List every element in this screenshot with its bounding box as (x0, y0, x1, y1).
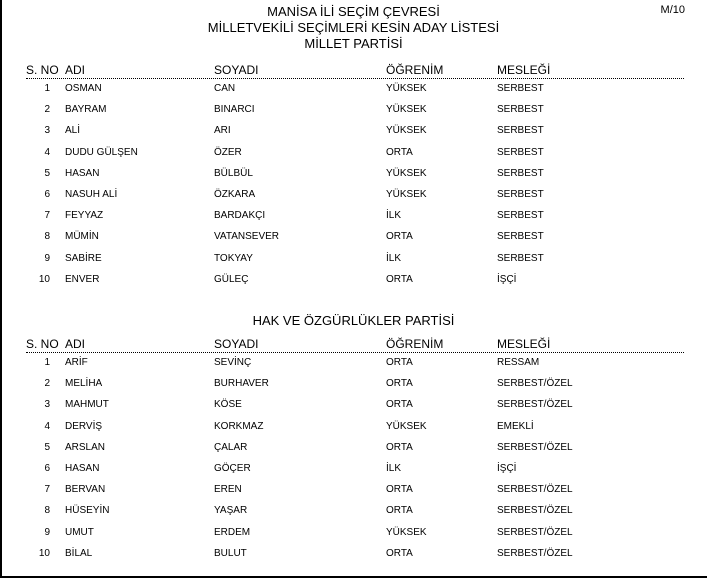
header-no: S. NO (26, 337, 59, 351)
cell-meslek: SERBEST (497, 231, 544, 243)
cell-no: 9 (44, 252, 50, 264)
cell-no: 1 (44, 357, 50, 368)
cell-no: 4 (44, 146, 50, 158)
cell-no: 6 (44, 189, 50, 200)
header-no: S. NO (26, 63, 59, 77)
cell-meslek: SERBEST (497, 210, 544, 222)
title-line-2: MİLLETVEKİLİ SEÇİMLERİ KESİN ADAY LİSTESİ (207, 20, 500, 35)
party-title-2: HAK VE ÖZGÜRLÜKLER PARTİSİ (252, 313, 455, 328)
cell-ogrenim: ORTA (386, 547, 413, 559)
cell-ogrenim: ORTA (386, 399, 413, 411)
cell-ad: MAHMUT (65, 399, 109, 411)
cell-no: 8 (44, 505, 50, 517)
cell-ad: ARSLAN (65, 441, 106, 453)
cell-ad: UMUT (65, 526, 94, 538)
table-row (0, 546, 707, 562)
cell-no: 3 (44, 125, 50, 137)
cell-no: 8 (44, 231, 50, 243)
cell-soyad: BINARCI (214, 104, 255, 116)
cell-no: 4 (44, 420, 50, 432)
cell-ad: HASAN (65, 463, 100, 474)
cell-ad: NASUH ALİ (65, 189, 118, 200)
table-row (0, 166, 707, 182)
cell-soyad: BULUT (214, 547, 247, 559)
cell-no: 5 (44, 441, 50, 453)
cell-soyad: YAŞAR (214, 505, 248, 517)
cell-ad: BİLAL (65, 547, 93, 559)
cell-meslek: SERBEST (497, 252, 544, 264)
table-header-2 (0, 337, 707, 353)
title-line-1: MANİSA İLİ SEÇİM ÇEVRESİ (267, 4, 440, 19)
cell-ad: MELİHA (65, 378, 103, 390)
cell-soyad: ÖZER (214, 146, 242, 158)
cell-ogrenim: YÜKSEK (386, 189, 427, 200)
header-meslek: MESLEĞİ (497, 337, 551, 351)
table-row (0, 419, 707, 435)
cell-ogrenim: İLK (386, 252, 402, 264)
cell-ad: BAYRAM (65, 104, 107, 116)
cell-meslek: İŞÇİ (497, 463, 517, 474)
cell-soyad: ARI (214, 125, 231, 137)
cell-soyad: TOKYAY (214, 252, 253, 264)
cell-ad: SABİRE (65, 252, 102, 264)
cell-meslek: SERBEST/ÖZEL (497, 526, 573, 538)
table-row (0, 145, 707, 161)
cell-ogrenim: YÜKSEK (386, 125, 427, 137)
cell-ogrenim: YÜKSEK (386, 104, 427, 116)
cell-no: 7 (44, 210, 50, 222)
cell-ogrenim: YÜKSEK (386, 83, 427, 94)
cell-ad: OSMAN (65, 83, 102, 94)
cell-no: 9 (44, 526, 50, 538)
cell-ogrenim: İLK (386, 210, 402, 222)
cell-ad: HASAN (65, 167, 100, 179)
cell-meslek: SERBEST (497, 104, 544, 116)
cell-meslek: SERBEST (497, 189, 544, 200)
header-soyad: SOYADI (214, 337, 259, 351)
table-row (0, 81, 707, 97)
cell-ogrenim: ORTA (386, 146, 413, 158)
header-rule-1 (26, 78, 684, 79)
cell-meslek: SERBEST/ÖZEL (497, 505, 573, 517)
cell-ogrenim: ORTA (386, 441, 413, 453)
table-row (0, 525, 707, 541)
cell-meslek: SERBEST (497, 146, 544, 158)
table-row (0, 461, 707, 477)
cell-ad: DUDU GÜLŞEN (65, 146, 138, 158)
cell-ad: ENVER (65, 273, 100, 285)
table-row (0, 272, 707, 288)
table-row (0, 187, 707, 203)
page-code: M/10 (660, 4, 685, 16)
table-row (0, 102, 707, 118)
header-rule-2 (26, 352, 684, 353)
cell-no: 5 (44, 167, 50, 179)
cell-soyad: ÇALAR (214, 441, 248, 453)
cell-ogrenim: ORTA (386, 357, 413, 368)
cell-soyad: KÖSE (214, 399, 242, 411)
cell-ogrenim: ORTA (386, 505, 413, 517)
cell-no: 10 (38, 547, 50, 559)
cell-ogrenim: İLK (386, 463, 402, 474)
cell-meslek: EMEKLİ (497, 420, 534, 432)
cell-soyad: ERDEM (214, 526, 251, 538)
cell-ogrenim: ORTA (386, 273, 413, 285)
cell-ad: HÜSEYİN (65, 505, 110, 517)
cell-soyad: EREN (214, 484, 242, 496)
cell-soyad: CAN (214, 83, 236, 94)
table-row (0, 376, 707, 392)
cell-ogrenim: ORTA (386, 231, 413, 243)
cell-no: 2 (44, 378, 50, 390)
cell-no: 3 (44, 399, 50, 411)
cell-no: 2 (44, 104, 50, 116)
cell-meslek: SERBEST/ÖZEL (497, 547, 573, 559)
cell-ad: ALİ (65, 125, 81, 137)
cell-ad: DERVİŞ (65, 420, 103, 432)
cell-no: 10 (38, 273, 50, 285)
cell-meslek: SERBEST/ÖZEL (497, 399, 573, 411)
cell-soyad: VATANSEVER (214, 231, 280, 243)
cell-ogrenim: ORTA (386, 378, 413, 390)
cell-meslek: SERBEST/ÖZEL (497, 378, 573, 390)
cell-meslek: SERBEST/ÖZEL (497, 484, 573, 496)
cell-ogrenim: YÜKSEK (386, 420, 427, 432)
header-ogrenim: ÖĞRENİM (386, 337, 444, 351)
cell-ad: FEYYAZ (65, 210, 104, 222)
cell-ogrenim: YÜKSEK (386, 526, 427, 538)
header-soyad: SOYADI (214, 63, 259, 77)
cell-soyad: ÖZKARA (214, 189, 256, 200)
cell-meslek: SERBEST/ÖZEL (497, 441, 573, 453)
cell-soyad: BARDAKÇI (214, 210, 266, 222)
cell-meslek: SERBEST (497, 125, 544, 137)
table-row (0, 123, 707, 139)
header-meslek: MESLEĞİ (497, 63, 551, 77)
cell-soyad: BÜLBÜL (214, 167, 253, 179)
party-title-1: MİLLET PARTİSİ (304, 36, 403, 51)
cell-meslek: İŞÇİ (497, 273, 517, 285)
cell-no: 1 (44, 83, 50, 94)
table-row (0, 355, 707, 371)
cell-soyad: GÖÇER (214, 463, 251, 474)
table-header-1 (0, 63, 707, 79)
header-ad: ADI (65, 63, 86, 77)
header-ad: ADI (65, 337, 86, 351)
cell-no: 6 (44, 463, 50, 474)
cell-ogrenim: ORTA (386, 484, 413, 496)
cell-meslek: RESSAM (497, 357, 540, 368)
table-row (0, 440, 707, 456)
table-row (0, 503, 707, 519)
header-ogrenim: ÖĞRENİM (386, 63, 444, 77)
cell-ad: ARİF (65, 357, 88, 368)
cell-ad: BERVAN (65, 484, 106, 496)
cell-soyad: BURHAVER (214, 378, 269, 390)
table-row (0, 482, 707, 498)
table-row (0, 397, 707, 413)
table-row (0, 208, 707, 224)
cell-soyad: GÜLEÇ (214, 273, 249, 285)
table-row (0, 229, 707, 245)
cell-meslek: SERBEST (497, 83, 544, 94)
cell-ogrenim: YÜKSEK (386, 167, 427, 179)
table-row (0, 251, 707, 267)
cell-soyad: SEVİNÇ (214, 357, 252, 368)
cell-meslek: SERBEST (497, 167, 544, 179)
cell-ad: MÜMİN (65, 231, 99, 243)
cell-soyad: KORKMAZ (214, 420, 264, 432)
cell-no: 7 (44, 484, 50, 496)
